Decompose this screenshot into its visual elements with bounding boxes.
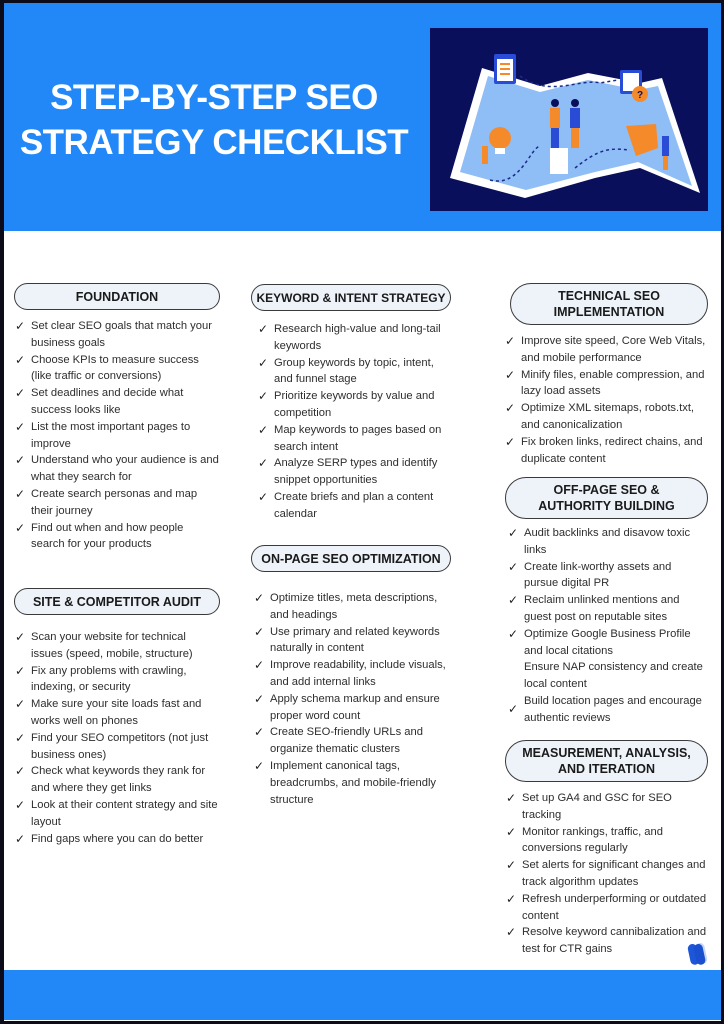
check-icon: ✓ <box>254 624 265 639</box>
brand-logo-icon <box>686 942 710 966</box>
checklist-item: Ensure NAP consistency and create local content <box>524 661 703 691</box>
checklist-item: ✓ Group keywords by topic, intent, and funnel stage <box>258 355 434 386</box>
hero-illustration <box>430 28 708 211</box>
checklist-item: ✓ Create briefs and plan a content calendar <box>258 489 434 520</box>
section-keyword <box>251 284 451 523</box>
check-icon: ✓ <box>506 891 517 906</box>
map-illustration-icon <box>430 28 708 211</box>
checklist-item: ✓ Understand who your audience is and what they search for <box>15 453 219 484</box>
check-icon: ✓ <box>15 520 26 535</box>
check-icon: ✓ <box>15 352 26 367</box>
check-icon: ✓ <box>505 434 516 449</box>
check-icon: ✓ <box>254 591 265 605</box>
checklist-item: ✓ Optimize titles, meta descriptions, and headings <box>254 591 438 621</box>
section-offpage <box>505 477 708 727</box>
checklist-item: ✓ Improve site speed, Core Web Vitals, and mobile performance <box>505 334 706 364</box>
checklist-item: ✓ Analyze SERP types and identify snippet opportunities <box>258 456 438 487</box>
checklist-item: ✓ Reclaim unlinked mentions and guest post on reputable sites <box>508 593 680 623</box>
checklist-item: ✓ Scan your website for technical issues (speed, mobile, structure) <box>15 630 193 660</box>
section-title-offpage: OFF-PAGE SEO & AUTHORITY BUILDING <box>505 477 708 519</box>
checklist-item: ✓ Set clear SEO goals that match your business goals <box>15 319 212 349</box>
checklist-item: ✓ Create SEO-friendly URLs and organize thematic clusters <box>254 725 423 756</box>
check-icon: ✓ <box>506 858 517 873</box>
section-technical <box>505 283 708 467</box>
check-icon: ✓ <box>15 797 26 812</box>
checklist-item: ✓ Set alerts for significant changes and track algorithm updates <box>506 858 706 888</box>
checklist-item: ✓ Look at their content strategy and site layout <box>15 797 218 828</box>
offpage-checklist <box>505 525 708 727</box>
checklist-item: ✓ Optimize XML sitemaps, robots.txt, and canonicalization <box>505 401 695 431</box>
check-icon: ✓ <box>508 626 519 641</box>
section-foundation <box>14 283 220 553</box>
check-icon: ✓ <box>505 334 516 348</box>
check-icon: ✓ <box>258 355 269 370</box>
check-icon: ✓ <box>505 401 516 416</box>
footer-band <box>4 970 721 1020</box>
check-icon: ✓ <box>15 697 26 712</box>
check-icon: ✓ <box>508 526 519 540</box>
check-icon: ✓ <box>258 322 269 336</box>
check-icon: ✓ <box>508 559 519 574</box>
check-icon: ✓ <box>15 764 26 779</box>
check-icon: ✓ <box>258 489 269 504</box>
checklist-item: ✓ Monitor rankings, traffic, and conversions regularly <box>506 824 663 855</box>
check-icon: ✓ <box>258 422 269 437</box>
checklist-item: ✓ Build location pages and encourage authentic reviews <box>508 694 702 724</box>
section-audit <box>14 588 220 847</box>
checklist-item: ✓ Make sure your site loads fast and works well on phones <box>15 697 202 727</box>
section-onpage <box>251 545 451 808</box>
check-icon: ✓ <box>15 419 26 434</box>
checklist-item: ✓ Audit backlinks and disavow toxic links <box>508 526 691 556</box>
check-icon: ✓ <box>254 658 265 673</box>
check-icon: ✓ <box>15 386 26 401</box>
check-icon: ✓ <box>15 663 26 678</box>
checklist-item: ✓ Research high-value and long-tail keywords <box>258 322 441 352</box>
checklist-item: ✓ Fix broken links, redirect chains, and duplicate content <box>505 434 703 465</box>
checklist-item: ✓ Fix any problems with crawling, indexing, or security <box>15 663 187 694</box>
checklist-item: ✓ Improve readability, include visuals, and add internal links <box>254 658 446 688</box>
check-icon: ✓ <box>505 367 516 382</box>
page-title <box>14 75 414 165</box>
check-icon: ✓ <box>258 389 269 404</box>
checklist-item: ✓ Prioritize keywords by value and competition <box>258 389 435 419</box>
check-icon: ✓ <box>506 824 517 839</box>
checklist-item: ✓ Create search personas and map their journey <box>15 486 198 517</box>
section-title-audit: SITE & COMPETITOR AUDIT <box>14 588 220 615</box>
foundation-checklist <box>14 318 220 553</box>
checklist-item: ✓ Set up GA4 and GSC for SEO tracking <box>506 791 672 821</box>
checklist-item: ✓ Use primary and related keywords naturally in content <box>254 624 440 655</box>
checklist-item: ✓ Create link-worthy assets and pursue digital PR <box>508 559 672 590</box>
checklist-item: ✓ Find gaps where you can do better <box>15 831 204 846</box>
checklist-item: ✓ List the most important pages to improve <box>15 419 191 450</box>
title-line-1: STEP-BY-STEP SEO <box>50 78 378 117</box>
keyword-checklist <box>251 321 451 523</box>
check-icon: ✓ <box>508 593 519 608</box>
section-title-measurement: MEASUREMENT, ANALYSIS, AND ITERATION <box>505 740 708 782</box>
section-title-keyword: KEYWORD & INTENT STRATEGY <box>251 284 451 311</box>
check-icon: ✓ <box>15 486 26 501</box>
section-title-technical: TECHNICAL SEO IMPLEMENTATION <box>510 283 708 325</box>
checklist-item: ✓ Resolve keyword cannibalization and test for CTR gains <box>506 925 707 956</box>
check-icon: ✓ <box>508 701 519 716</box>
checklist-item: ✓ Minify files, enable compression, and lazy load assets <box>505 367 705 398</box>
check-icon: ✓ <box>254 725 265 740</box>
check-icon: ✓ <box>258 456 269 471</box>
checklist-item: ✓ Find your SEO competitors (not just business ones) <box>15 730 209 761</box>
check-icon: ✓ <box>506 791 517 805</box>
section-title-foundation: FOUNDATION <box>14 283 220 310</box>
measurement-checklist <box>505 790 708 958</box>
checklist-item: ✓ Map keywords to pages based on search intent <box>258 422 442 453</box>
check-icon: ✓ <box>15 730 26 745</box>
check-icon: ✓ <box>254 691 265 706</box>
check-icon: ✓ <box>15 453 26 468</box>
check-icon: ✓ <box>506 925 517 940</box>
checklist-item: ✓ Find out when and how people search for your products <box>15 520 184 551</box>
technical-checklist <box>504 333 708 467</box>
checklist-item: ✓ Refresh underperforming or outdated content <box>506 891 707 922</box>
checklist-item: ✓ Optimize Google Business Profile and local citations <box>508 626 691 657</box>
check-icon: ✓ <box>15 319 26 333</box>
checklist-item: ✓ Check what keywords they rank for and where they get links <box>15 764 206 795</box>
audit-checklist <box>14 629 220 847</box>
title-line-2: STRATEGY CHECKLIST <box>19 123 409 162</box>
checklist-item: ✓ Implement canonical tags, breadcrumbs, and mobile-friendly structure <box>254 758 437 806</box>
checklist-item: ✓ Apply schema markup and ensure proper word count <box>254 691 440 722</box>
svg-text:?: ? <box>637 90 644 101</box>
check-icon: ✓ <box>254 758 265 773</box>
section-measurement <box>505 740 708 958</box>
checklist-item: ✓ Set deadlines and decide what success looks like <box>15 386 184 416</box>
check-icon: ✓ <box>15 831 26 846</box>
header-banner <box>4 3 721 231</box>
checklist-item: ✓ Choose KPIs to measure success (like traffic or conversions) <box>15 352 199 383</box>
check-icon: ✓ <box>15 630 26 644</box>
onpage-checklist <box>251 590 451 808</box>
section-title-onpage: ON-PAGE SEO OPTIMIZATION <box>251 545 451 572</box>
